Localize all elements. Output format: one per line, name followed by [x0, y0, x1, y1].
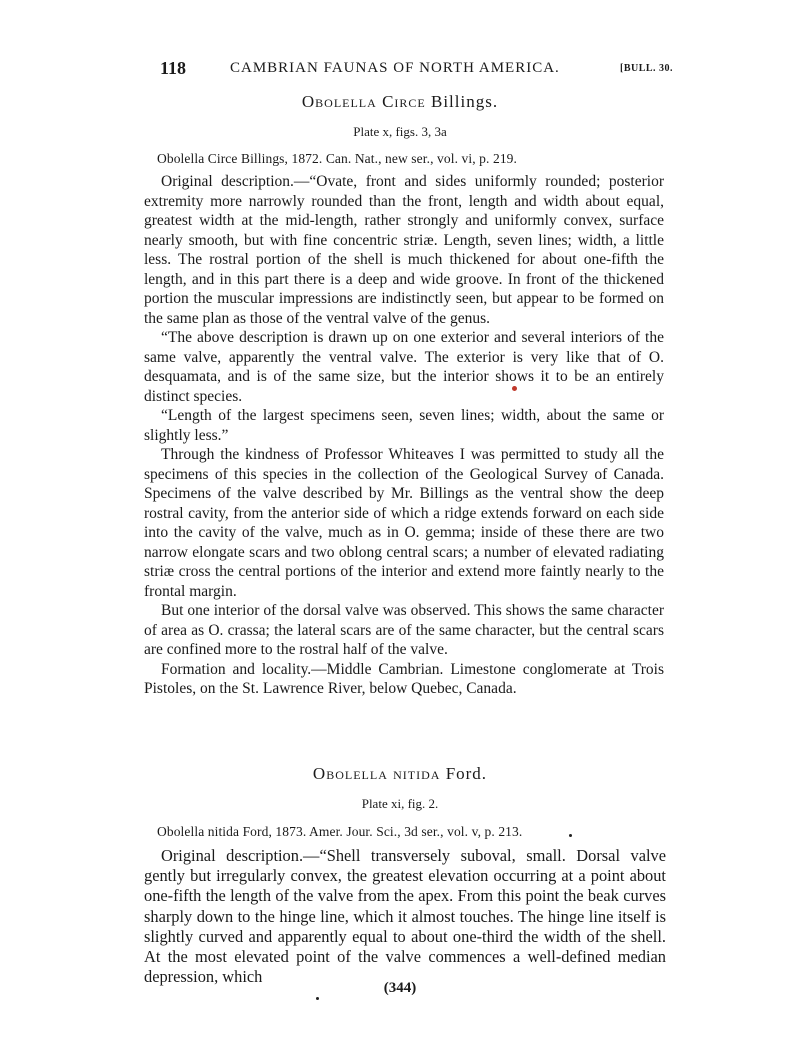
citation-text: Obolella nitida Ford, 1873. Amer. Jour. Sci., 3d ser., vol. v, p. 213.: [157, 824, 523, 839]
paragraph-original-description: Original description.—“Shell transversely suboval, small. Dorsal valve gently but irregularly convex, the greatest elevation occurring at a point about one-fifth the length of the valve from the apex. From this point the beak curves sharply down to the hinge line, which it almost touches. The hinge line itself is slightly curved and apparently equal to about one-third the width of the shell. At the most elevated point of the valve commences a well-defined median depression, which: [144, 846, 666, 987]
speck: [316, 997, 319, 1000]
species-name: Circe: [382, 92, 426, 111]
author-name: Ford.: [445, 764, 488, 783]
genus-name: Obolella: [312, 764, 388, 783]
description-body-circe: [144, 172, 664, 699]
paragraph-exterior-interior: “The above description is drawn up on one exterior and several interiors of the same valve, apparently the ventral valve. The exterior is very like that of O. desquamata, and is of the same size, but the interior shows it to be an entirely distinct species.: [144, 329, 664, 405]
bulletin-reference: [BULL. 30.: [620, 63, 674, 74]
page-number: 118: [160, 58, 187, 78]
paragraph-original-description: Original description.—“Ovate, front and sides uniformly rounded; posterior extremity more narrowly rounded than the front, length and width about equal, greatest width at the mid-length, rather strongly and uniformly convex, surface nearly smooth, but with fine concentric striæ. Length, seven lines; width, a little less. The rostral portion of the shell is much thickened for about one-fifth the length, and in this part there is a deep and wide groove. In front of the thickened portion the muscular impressions are indistinctly seen, but appear to be formed on the same plan as those of the ventral valve of the genus.: [144, 173, 664, 327]
paragraph-dorsal-valve: But one interior of the dorsal valve was observed. This shows the same character of area as O. crassa; the lateral scars are of the same character, but the central scars are confined more to the rostral half of the valve.: [144, 602, 664, 658]
paragraph-formation-locality: Formation and locality.—Middle Cambrian. Limestone conglomerate at Trois Pistoles, on the St. Lawrence River, below Quebec, Canada.: [144, 660, 664, 697]
author-name: Billings.: [431, 92, 499, 111]
citation-text: Obolella Circe Billings, 1872. Can. Nat., new ser., vol. vi, p. 219.: [157, 151, 518, 166]
plate-reference: Plate x, figs. 3, 3a: [353, 124, 447, 139]
plate-reference: Plate xi, fig. 2.: [361, 796, 439, 811]
paragraph-measurements: “Length of the largest specimens seen, seven lines; width, about the same or slightly less.”: [144, 407, 664, 444]
species-heading-circe: [0, 92, 800, 112]
citation: [157, 151, 517, 167]
running-title: CAMBRIAN FAUNAS OF NORTH AMERICA.: [230, 60, 560, 76]
speck: [569, 834, 572, 837]
printed-page-number: (344): [383, 980, 417, 996]
ink-mark: [512, 386, 517, 391]
citation: [157, 824, 522, 840]
species-heading-nitida: [0, 764, 800, 784]
page-header: [160, 58, 680, 84]
description-body-nitida: [144, 846, 666, 987]
paragraph-specimens: Through the kindness of Professor Whiteaves I was permitted to study all the specimens of this species in the collection of the Geological Survey of Canada. Specimens of the valve described by Mr. Billings as the ventral show the deep rostral cavity, from the anterior side of which a ridge extends forward on each side into the cavity of the valve, much as in O. gemma; inside of these there are two narrow elongate scars and two oblong central scars; a number of elevated radiating striæ cross the central portions of the interior and extend more faintly nearly to the frontal margin.: [144, 446, 664, 600]
species-name: nitida: [393, 764, 441, 783]
genus-name: Obolella: [301, 92, 377, 111]
